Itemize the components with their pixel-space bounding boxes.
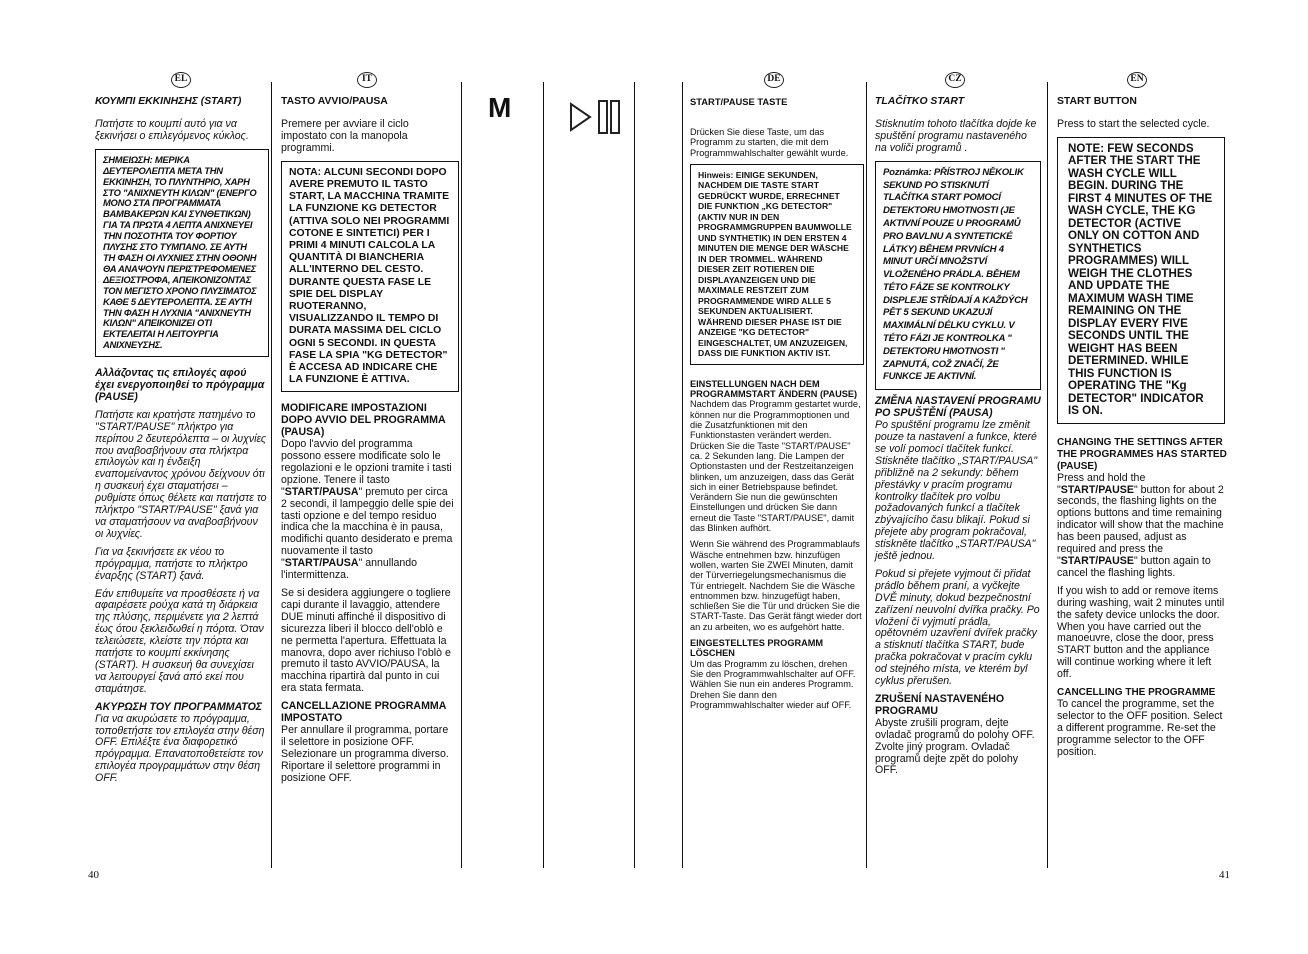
section-title: ZRUŠENÍ NASTAVENÉHO PROGRAMU: [875, 693, 1005, 717]
section-title: TLAČÍTKO START: [875, 96, 965, 107]
paragraph: If you wish to add or remove items during washing, wait 2 minutes until the safety device unlocks the door. When you have carried out the manoeuvre, close the door, press START button and the appliance will continue working where it left off.: [1057, 584, 1225, 681]
paragraph: [1057, 473, 1227, 580]
note-text: Hinweis: EINIGE SEKUNDEN, NACHDEM DIE TASTE START GEDRÜCKT WURDE, ERRECHNET DIE FUNKTION „KG DETECTOR" (AKTIV NUR IN DEN PROGRAMMGRUPPEN BAUMWOLLE UND SYNTHETIK) IN DEN ERSTEN 4 MINUTEN DIE MENGE DER WÄSCHE IN DER TROMMEL. WÄHREND DIESER ZEIT ROTIEREN DIE DISPLAYANZEIGEN UND DIE MAXIMALE RESTZEIT ZUM PROGRAMMENDE WIRD ALLE 5 SEKUNDEN AKTUALISIERT. WÄHREND DIESER PHASE IST DIE ANZEIGE "KG DETECTOR" EINGESCHALTET, UM ANZUZEIGEN, DASS DIE FUNKTION AKTIV IST.: [698, 169, 852, 359]
column-divider: [634, 82, 635, 868]
note-box: [281, 161, 459, 393]
paragraph: Per annullare il programma, portare il selettore in posizione OFF. Selezionare un programma diverso. Riportare il selettore programmi in posizione OFF.: [281, 723, 449, 784]
paragraph: Pokud si přejete vyjmout či přidat prádlo během praní, a vyčkejte DVĚ minuty, dokud bezpečnostní zařízení neuvolní dvířka pračky. Po vložení či vyjmutí prádla, opětovném uzavření dvířek pračky a stisknutí tlačítka START, bude pračka pokračovat v pracím cyklu od stejného místa, ve kterém byl cyklus přerušen.: [875, 567, 1040, 688]
section-title: START/PAUSE TASTE: [690, 96, 788, 107]
section-title: ΚΟΥΜΠΙ ΕΚΚΙΝΗΣΗΣ (START): [95, 96, 242, 107]
paragraph: Πατήστε και κρατήστε πατημένο το "START/PAUSE" πλήκτρο για περίπου 2 δευτερόλεπτα – οι λυχνίες που αναβοσβήνουν στα πλήκτρα επιλογών και η ένδειξη εναπομείναντος χρόνου δείχνουν ότι η συσκευή έχει σταματήσει – ρυθμίστε όπως θέλετε και πατήστε το πλήκτρο "START/PAUSE" ξανά για να σταματήσουν να αναβοσβήνουν οι λυχνίες.: [95, 408, 267, 540]
column-it: [281, 96, 455, 784]
lang-badge-cz: CZ: [945, 72, 965, 88]
section-title: CHANGING THE SETTINGS AFTER THE PROGRAMMES HAS STARTED (PAUSE): [1057, 436, 1227, 472]
lang-badge-it: IT: [357, 72, 377, 88]
paragraph: Nachdem das Programm gestartet wurde, können nur die Programmoptionen und die Zusatzfunktionen mit den Funktionstasten verändert werden. Drücken Sie die Taste "START/PAUSE" ca. 2 Sekunden lang. Die Lampen der Optionstasten und der Restzeitanzeigen blinken, um anzuzeigen, dass das Gerät sich in einer Betriebspause befindet. Verändern Sie nun die gewünschten Einstellungen und drücken Sie dann erneut die Taste "START/PAUSE", damit das Blinken aufhört.: [690, 399, 861, 534]
section-title: Αλλάζοντας τις επιλογές αφού έχει ενεργοποιηθεί το πρόγραμμα (PAUSE): [95, 367, 265, 403]
note-text: Poznámka: PŘÍSTROJ NĚKOLIK SEKUND PO STISKNUTÍ TLAČÍTKA START POMOCÍ DETEKTORU HMOTNOSTI (JE AKTIVNÍ POUZE U PROGRAMŮ PRO BAVLNU A SYNTETICKÉ LÁTKY) BĚHEM PRVNÍCH 4 MINUT URČÍ MNOŽSTVÍ VLOŽENÉHO PRÁDLA. BĚHEM TÉTO FÁZE SE KONTROLKY DISPLEJE STŘÍDAJÍ A KAŽDÝCH PĚT 5 SEKUND UKAZUJÍ MAXIMÁLNÍ DÉLKU CYKLU. V TÉTO FÁZI JE KONTROLKA " DETEKTORU HMOTNOSTI " ZAPNUTÁ, COŽ ZNAČÍ, ŽE FUNKCE JE AKTIVNÍ.: [883, 166, 1028, 383]
text-run: " annullando l'intermittenza.: [281, 557, 418, 582]
text-run: START/PAUSA: [284, 557, 359, 570]
paragraph: Premere per avviare il ciclo impostato con la manopola programmi.: [281, 118, 409, 154]
paragraph: Για να ακυρώσετε το πρόγραμμα, τοποθετήστε τον επιλογέα στην θέση OFF. Επιλέξτε ένα διαφορετικό πρόγραμμα. Επανατοποθετείστε τον επιλογέα προγραμμάτων στην θέση OFF.: [95, 712, 265, 785]
text-run: " premuto per circa 2 secondi, il lampeggio delle spie dei tasti opzione e del tempo residuo indica che la macchina è in pausa, modifichi quanto desiderato e prema nuovamente il tasto ": [281, 485, 454, 570]
column-divider: [1047, 82, 1048, 868]
note-box: [690, 164, 864, 365]
section-title: CANCELLAZIONE PROGRAMMA IMPOSTATO: [281, 700, 446, 725]
note-box: [1057, 137, 1225, 424]
paragraph: Για να ξεκινήσετε εκ νέου το πρόγραμμα, πατήστε το πλήκτρο έναρξης (START) ξανά.: [95, 545, 248, 582]
mode-letter: M: [488, 92, 512, 123]
text-run: " button again to cancel the flashing lights.: [1057, 554, 1211, 579]
text-run: " button for about 2 seconds, the flashing lights on the options buttons and time remaining indicator will show that the machine has been paused, adjust as required and press the ": [1057, 483, 1224, 567]
lang-badge-el: EL: [171, 72, 191, 88]
column-el: [95, 96, 267, 785]
paragraph: Stisknutím tohoto tlačítka dojde ke spuštění programu nastaveného na voliči programů .: [875, 118, 1037, 154]
section-title: ΑΚΥΡΩΣΗ ΤΟΥ ΠΡΟΓΡΑΜΜΑΤΟΣ: [95, 700, 263, 713]
lang-badge-en: EN: [1127, 72, 1147, 88]
note-text: NOTE: FEW SECONDS AFTER THE START THE WASH CYCLE WILL BEGIN. DURING THE FIRST 4 MINUTES OF THE WASH CYCLE, THE KG DETECTOR (ACTIVE ONLY ON COTTON AND SYNTHETICS PROGRAMMES) WILL WEIGH THE CLOTHES AND UPDATE THE MAXIMUM WASH TIME REMAINING ON THE DISPLAY EVERY FIVE SECONDS UNTIL THE WEIGHT HAS BEEN DETERMINED. WHILE THIS FUNCTION IS OPERATING THE "Kg DETECTOR" INDICATOR IS ON.: [1068, 141, 1213, 418]
note-box: [95, 149, 269, 357]
section-title: ZMĚNA NASTAVENÍ PROGRAMU PO SPUŠTĚNÍ (PAUSA): [875, 395, 1041, 420]
paragraph: Po spuštění programu lze změnit pouze ta nastavení a funkce, které se volí pomocí tlačítek funkcí. Stiskněte tlačítko „START/PAUSA" přibližně na 2 sekundy: během přestávky v pracím programu kontrolky tlačítek pro volbu požadovaných funkcí a tlačítek zbývajícího času blikají. Pokud si přejete aby program pokračoval, stiskněte tlačítko „START/PAUSA" ještě jednou.: [875, 419, 1038, 563]
column-en: [1057, 96, 1227, 758]
column-divider: [271, 82, 272, 868]
paragraph: Drücken Sie diese Taste, um das Programm zu starten, die mit dem Programmwahlschalter gewählt wurde.: [690, 127, 849, 158]
paragraph: [281, 439, 455, 582]
text-run: START/PAUSA: [284, 485, 359, 498]
paragraph: Πατήστε το κουμπί αυτό για να ξεκινήσει ο επιλεγόμενος κύκλος.: [95, 118, 249, 142]
note-box: [875, 161, 1041, 391]
column-divider: [543, 82, 544, 868]
page-number-right: 41: [1219, 869, 1230, 881]
text-run: START/PAUSE: [1060, 483, 1134, 496]
column-divider: [866, 82, 867, 868]
note-text: NOTA: ALCUNI SECONDI DOPO AVERE PREMUTO IL TASTO START, LA MACCHINA TRAMITE LA FUNZIONE KG DETECTOR (ATTIVA SOLO NEI PROGRAMMI COTONE E SINTETICI) PER I PRIMI 4 MINUTI CALCOLA LA QUANTITÀ DI BIANCHERIA ALL'INTERNO DEL CESTO. DURANTE QUESTA FASE LE SPIE DEL DISPLAY RUOTERANNO, VISUALIZZANDO IL TEMPO DI DURATA MASSIMA DEL CICLO OGNI 5 SECONDI. IN QUESTA FASE LA SPIA "KG DETECTOR" È ACCESA AD INDICARE CHE LA FUNZIONE È ATTIVA.: [289, 166, 450, 386]
paragraph: Um das Programm zu löschen, drehen Sie den Programmwahlschalter auf OFF. Wählen Sie nun ein anderes Programm. Drehen Sie dann den Programmwahlschalter wieder auf OFF.: [690, 658, 856, 710]
text-run: Dopo l'avvio del programma possono essere modificate solo le regolazioni e le opzioni tramite i tasti opzione. Tenere il tasto ": [281, 438, 452, 498]
section-title: TASTO AVVIO/PAUSA: [281, 96, 388, 107]
section-title: START BUTTON: [1057, 96, 1137, 107]
paragraph: Wenn Sie während des Programmablaufs Wäsche entnehmen bzw. hinzufügen wollen, warten Sie ZWEI Minuten, damit der Türverriegelungsmechanismus die Tür entriegelt. Nachdem Sie die Wäsche entnommen bzw. hinzugefügt haben, schließen Sie die Tür und drücken Sie die START-Taste. Das Gerät fängt wieder dort an zu arbeiten, wo es aufgehört hatte.: [690, 539, 862, 632]
paragraph: Εάν επιθυμείτε να προσθέσετε ή να αφαιρέσετε ρούχα κατά τη διάρκεια της πλύσης, περιμένετε για 2 λεπτά έως ότου ξεκλειδωθεί η πόρτα. Όταν τελειώσετε, κλείστε την πόρτα και πατήστε το κουμπί εκκίνησης (START). Η συσκευή θα συνεχίσει να λειτουργεί ξανά από εκεί που σταμάτησε.: [95, 587, 264, 695]
section-title: CANCELLING THE PROGRAMME: [1057, 687, 1216, 699]
section-title: EINGESTELLTES PROGRAMM LÖSCHEN: [690, 638, 824, 659]
text-run: Press and hold the ": [1057, 471, 1146, 496]
column-divider: [461, 82, 462, 868]
paragraph: Se si desidera aggiungere o togliere capi durante il lavaggio, attendere DUE minuti affinché il dispositivo di sicurezza liberi il blocco dell'oblò e ne permetta l'apertura. Effettuata la manovra, dopo aver richiuso l'oblò e premuto il tasto AVVIO/PAUSA, la macchina ripartirà dal punto in cui era stata fermata.: [281, 586, 451, 695]
section-title: EINSTELLUNGEN NACH DEM PROGRAMMSTART ÄNDERN (PAUSE): [690, 378, 858, 400]
note-text: ΣΗΜΕΙΩΣΗ: ΜΕΡΙΚΑ ΔΕΥΤΕΡΟΛΕΠΤΑ ΜΕΤΑ ΤΗΝ ΕΚΚΙΝΗΣΗ, ΤΟ ΠΛΥΝΤΗΡΙΟ, ΧΑΡΗ ΣΤΟ "ΑΝΙΧΝΕΥΤΗ ΚΙΛΩΝ" (ΕΝΕΡΓΟ ΜΟΝΟ ΣΤΑ ΠΡΟΓΡΑΜΜΑΤΑ ΒΑΜΒΑΚΕΡΩΝ ΚΑΙ ΣΥΝΘΕΤΙΚΩΝ) ΓΙΑ ΤΑ ΠΡΩΤΑ 4 ΛΕΠΤΑ ΑΝΙΧΝΕΥΕΙ ΤΗΝ ΠΟΣΟΤΗΤΑ ΤΟΥ ΦΟΡΤΙΟΥ ΠΛΥΣΗΣ ΣΤΟ ΤΥΜΠΑΝΟ. ΣΕ ΑΥΤΗ ΤΗ ΦΑΣΗ ΟΙ ΛΥΧΝΙΕΣ ΣΤΗΝ ΟΘΟΝΗ ΘΑ ΑΝΑΨΟΥΝ ΠΕΡΙΣΤΡΕΦΟΜΕΝΕΣ ΔΕΞΙΟΣΤΡΟΦΑ, ΑΠΕΙΚΟΝΙΖΟΝΤΑΣ ΤΟΝ ΜΕΓΙΣΤΟ ΧΡΟΝΟ ΠΛΥΣΙΜΑΤΟΣ ΚΑΘΕ 5 ΔΕΥΤΕΡΟΛΕΠΤΑ. ΣΕ ΑΥΤΗ ΤΗΝ ΦΑΣΗ Η ΛΥΧΝΙΑ "ΑΝΙΧΝΕΥΤΗ ΚΙΛΩΝ" ΑΠΕΙΚΟΝΙΖΕΙ ΟΤΙ ΕΚΤΕΛΕΙΤΑΙ Η ΛΕΙΤΟΥΡΓΙΑ ΑΝΙΧΝΕΥΣΗΣ.: [103, 153, 257, 351]
play-pause-icon: [568, 98, 624, 136]
column-divider: [682, 82, 683, 868]
column-de: [690, 96, 862, 710]
page-number-left: 40: [88, 869, 99, 881]
lang-badge-de: DE: [764, 72, 784, 88]
text-run: START/PAUSE: [1060, 554, 1134, 567]
column-cz: [875, 96, 1041, 777]
section-title: MODIFICARE IMPOSTAZIONI DOPO AVVIO DEL PROGRAMMA (PAUSA): [281, 402, 446, 439]
paragraph: Abyste zrušili program, dejte ovladač programů do polohy OFF. Zvolte jiný program. Ovladač programů dejte zpět do polohy OFF.: [875, 716, 1035, 777]
paragraph: Press to start the selected cycle.: [1057, 118, 1210, 130]
paragraph: To cancel the programme, set the selector to the OFF position. Select a different programme. Re-set the programme selector to the OFF position.: [1057, 697, 1223, 758]
